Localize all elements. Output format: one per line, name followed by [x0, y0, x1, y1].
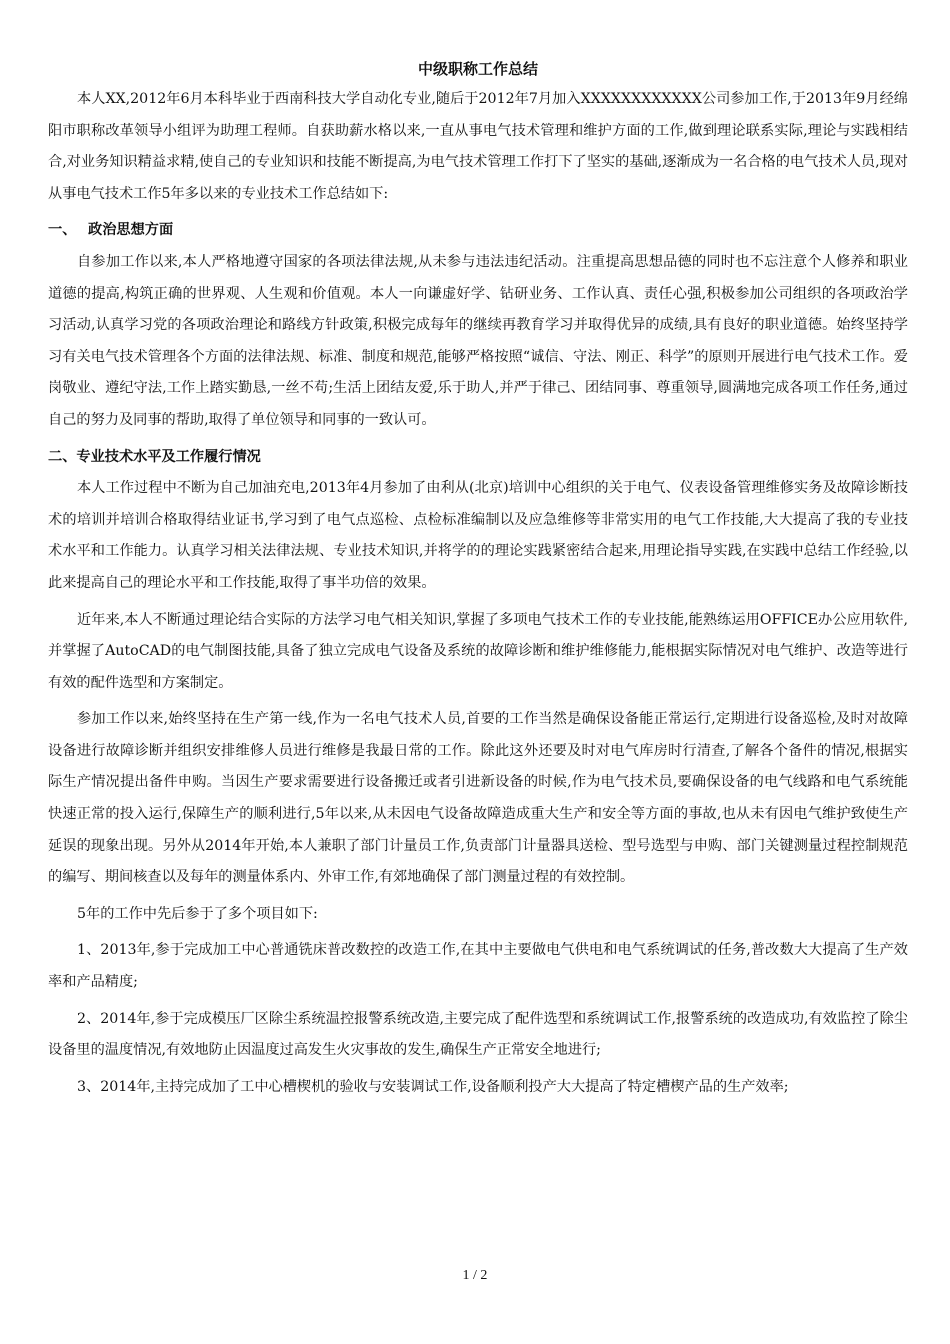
document-title: 中级职称工作总结 — [417, 60, 538, 78]
document-page — [48, 54, 908, 1108]
section-2-paragraph-2: 近年来,本人不断通过理论结合实际的方法学习电气相关知识,掌握了多项电气技术工作的专业技能,能熟练运用OFFICE办公应用软件,并掌握了AutoCAD的电气制图技能,具备了独立完成电气设备及系统的故障诊断和维护维修能力,能根据实际情况对电气维护、改造等进行有效的配件选型和方案制定。 — [48, 611, 908, 691]
section-1-title: 政治思想方面 — [88, 222, 174, 239]
section-2-paragraph-4: 5年的工作中先后参于了多个项目如下: — [77, 905, 318, 922]
section-2-heading: 二、专业技术水平及工作履行情况 — [48, 448, 261, 465]
section-1-number: 一、 — [48, 222, 77, 239]
section-2-paragraph-3: 参加工作以来,始终坚持在生产第一线,作为一名电气技术人员,首要的工作当然是确保设备能正常运行,定期进行设备巡检,及时对故障设备进行故障诊断并组织安排维修人员进行维修是我最日常的工作。除此这外还要及时对电气库房时行清查,了解各个备件的情况,根据实际生产情况提出备件申购。当因生产要求需要进行设备搬迁或者引进新设备的时候,作为电气技术员,要确保设备的电气线路和电气系统能快速正常的投入运行,保障生产的顺利进行,5年以来,从未因电气设备故障造成重大生产和安全等方面的事故,也从未有因电气维护致使生产延误的现象出现。另外从2014年开始,本人兼职了部门计量员工作,负责部门计量器具送检、型号选型与申购、部门关键测量过程控制规范的编写、期间核查以及每年的测量体系内、外审工作,有郊地确保了部门测量过程的有效控制。 — [48, 711, 908, 886]
project-item-3: 3、2014年,主持完成加了工中心槽楔机的验收与安装调试工作,设备顺利投产大大提高了特定槽楔产品的生产效率; — [77, 1078, 789, 1095]
project-item-1: 1、2013年,参于完成加工中心普通铣床普改数控的改造工作,在其中主要做电气供电和电气系统调试的任务,普改数大大提高了生产效率和产品精度; — [48, 942, 908, 991]
section-2-paragraph-1: 本人工作过程中不断为自己加油充电,2013年4月参加了由利从(北京)培训中心组织的关于电气、仪表设备管理维修实务及故障诊断技术的培训并培训合格取得结业证书,学习到了电气点巡检、点检标准编制以及应急维修等非常实用的电气工作技能,大大提高了我的专业技术水平和工作能力。认真学习相关法律法规、专业技术知识,并将学的的理论实践紧密结合起来,用理论指导实践,在实践中总结工作经验,以此来提高自己的理论水平和工作技能,取得了事半功倍的效果。 — [48, 480, 908, 591]
section-1-paragraph: 自参加工作以来,本人严格地遵守国家的各项法律法规,从未参与违法违纪活动。注重提高思想品德的同时也不忘注意个人修养和职业道德的提高,构筑正确的世界观、人生观和价值观。本人一向谦虚好学、钻研业务、工作认真、责任心强,积极参加公司组织的各项政治学习活动,认真学习党的各项政治理论和路线方针政策,积极完成每年的继续再教育学习并取得优异的成绩,具有良好的职业道德。始终坚持学习有关电气技术管理各个方面的法律法规、标准、制度和规范,能够严格按照“诚信、守法、刚正、科学”的原则开展进行电气技术工作。爱岗敬业、遵纪守法,工作上踏实勤恳,一丝不苟;生活上团结友爱,乐于助人,并严于律己、团结同事、尊重领导,圆满地完成各项工作任务,通过自己的努力及同事的帮助,取得了单位领导和同事的一致认可。 — [48, 253, 908, 428]
section-1-heading — [48, 215, 908, 247]
page-number: 1 / 2 — [462, 1268, 488, 1283]
intro-paragraph: 本人XX,2012年6月本科毕业于西南科技大学自动化专业,随后于2012年7月加入XXXXXXXXXXXX公司参加工作,于2013年9月经绵阳市职称改革领导小组评为助理工程师。自获助薪水格以来,一直从事电气技术管理和维护方面的工作,做到理论联系实际,理论与实践相结合,对业务知识精益求精,使自己的专业知识和技能不断提高,为电气技术管理工作打下了坚实的基础,逐渐成为一名合格的电气技术人员,现对从事电气技术工作5年多以来的专业技术工作总结如下: — [48, 91, 908, 202]
project-item-2: 2、2014年,参于完成模压厂区除尘系统温控报警系统改造,主要完成了配件选型和系统调试工作,报警系统的改造成功,有效监控了除尘设备里的温度情况,有效地防止因温度过高发生火灾事故的发生,确保生产正常安全地进行; — [48, 1010, 908, 1059]
